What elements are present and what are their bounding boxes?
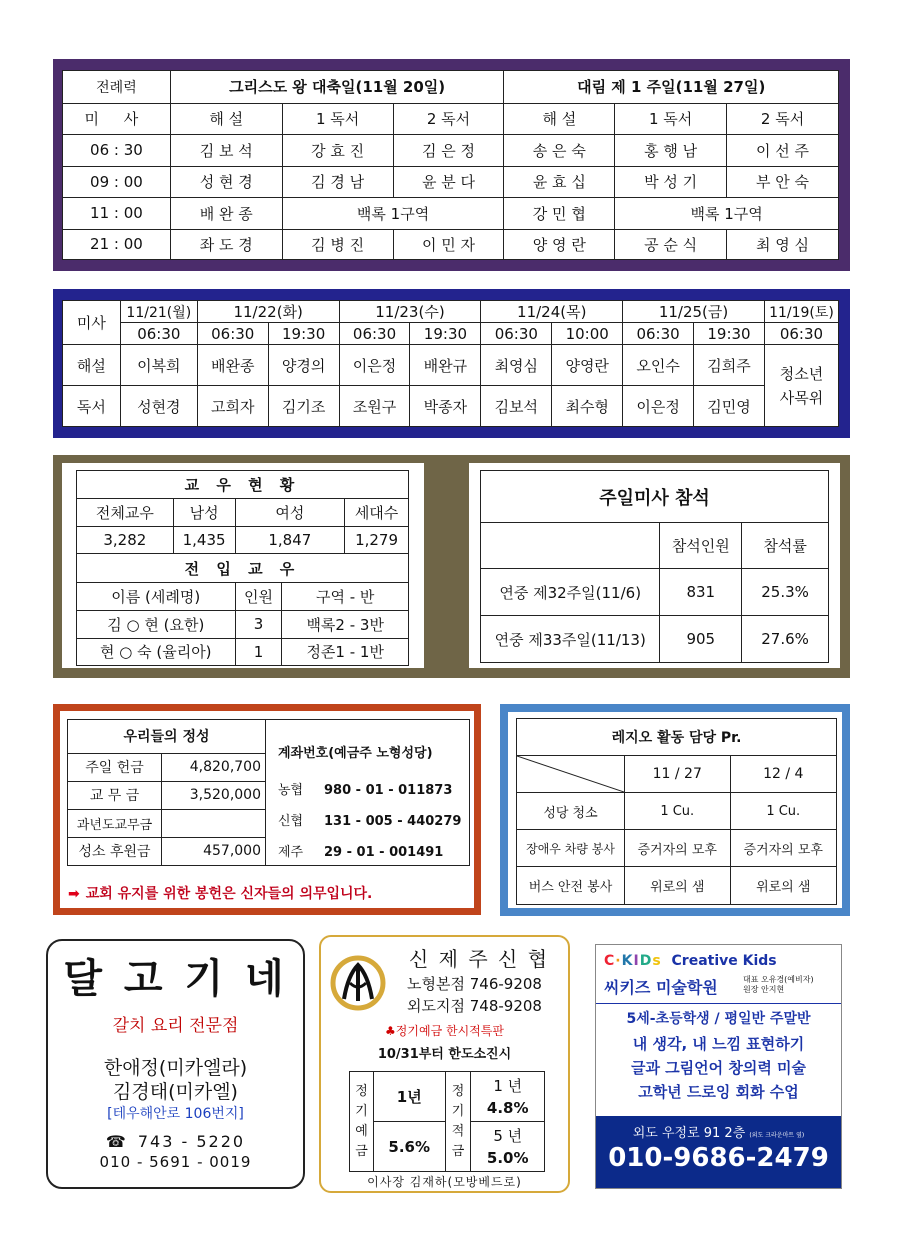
name-cell: 최영심	[481, 345, 552, 386]
transfer-name: 김 ○ 현 (요한)	[77, 611, 236, 638]
academy-address-text: 외도 우정로 91 2층	[632, 1126, 746, 1141]
attendance-title: 주일미사 참석	[481, 471, 829, 523]
transfer-count: 3	[235, 611, 282, 638]
time-cell: 06:30	[623, 323, 694, 345]
academy-address	[596, 1122, 841, 1141]
legio-table	[516, 718, 837, 905]
saturday-group-line: 청소년	[779, 364, 824, 383]
transfer-area: 백록2 - 3반	[282, 611, 409, 638]
assignee: 홍 행 남	[615, 135, 727, 167]
assignee-group: 백록 1구역	[282, 198, 504, 230]
account-row	[278, 810, 461, 829]
attendance-table	[480, 470, 829, 663]
assignee: 강 효 진	[282, 135, 393, 167]
commentary-label: 해설	[63, 345, 121, 386]
date-cell: 11/22(화)	[197, 301, 339, 323]
phone-icon: ☎	[105, 1132, 128, 1151]
time-cell: 06:30	[120, 323, 197, 345]
offering-frame	[53, 704, 481, 915]
account-number: 29 - 01 - 001491	[324, 845, 444, 860]
attendance-panel	[469, 463, 840, 668]
academy-brand	[604, 953, 777, 969]
mass-time: 21 : 00	[63, 229, 171, 259]
credit-union-period: 10/31부터 한도소진시	[377, 1047, 512, 1062]
assignee: 송 은 숙	[504, 135, 615, 167]
assignee: 윤 효 십	[504, 166, 615, 198]
time-cell: 19:30	[694, 323, 765, 345]
offering-amount: 4,820,700	[162, 753, 266, 781]
creative-kids-logo-icon: C·KIDs	[604, 953, 662, 969]
legio-duty: 버스 안전 봉사	[517, 867, 625, 905]
credit-union-promo	[321, 1022, 568, 1039]
name-cell: 배완규	[410, 345, 481, 386]
academy-staff-line: 원장 안지현	[743, 985, 785, 994]
weekday-mass-label: 미사	[63, 301, 121, 345]
time-cell: 06:30	[764, 323, 838, 345]
members-value: 1,279	[345, 526, 409, 553]
date-cell: 11/21(월)	[120, 301, 197, 323]
time-cell: 19:30	[410, 323, 481, 345]
account-row	[278, 779, 452, 798]
restaurant-name: 달 고 기 네	[63, 956, 288, 1002]
offering-label: 교 무 금	[68, 781, 162, 809]
assignee: 양 영 란	[504, 229, 615, 259]
assignee: 성 현 경	[170, 166, 282, 198]
attendance-week: 연중 제32주일(11/6)	[481, 569, 660, 616]
name-cell: 최수형	[552, 386, 623, 427]
members-title: 교 우 현 황	[77, 471, 409, 499]
week2-title: 대림 제 1 주일(11월 27일)	[504, 71, 839, 104]
assignee: 이 선 주	[727, 135, 839, 167]
transfer-count: 1	[235, 638, 282, 665]
saving-term: 1 년	[493, 1076, 523, 1095]
members-header: 전체교우	[77, 499, 174, 526]
academy-line: 5세-초등학생 / 평일반 주말반	[596, 1003, 841, 1028]
offering-panel	[60, 711, 474, 908]
academy-brand-en: Creative Kids	[671, 953, 777, 969]
name-cell: 김희주	[694, 345, 765, 386]
legio-title: 레지오 활동 담당 Pr.	[517, 719, 837, 756]
transfer-header: 구역 - 반	[282, 582, 409, 610]
deposit-rate: 5.6%	[373, 1122, 445, 1172]
academy-phone: 010-9686-2479	[608, 1143, 829, 1173]
name-cell: 배완종	[197, 345, 268, 386]
legio-praesidium: 1 Cu.	[625, 793, 731, 830]
time-cell: 06:30	[197, 323, 268, 345]
saving-rate: 5.0%	[486, 1148, 529, 1167]
time-cell: 19:30	[268, 323, 339, 345]
credit-union-branch: 노형본점 746-9208	[407, 975, 542, 993]
assignee: 강 민 협	[504, 198, 615, 230]
credit-union-logo-icon	[330, 953, 386, 1013]
mass-label: 미 사	[63, 103, 171, 135]
credit-union-name: 신 제 주 신 협	[409, 947, 550, 971]
mass-time: 09 : 00	[63, 166, 171, 198]
members-table	[76, 470, 409, 666]
week1-title: 그리스도 왕 대축일(11월 20일)	[170, 71, 504, 104]
account-bank: 신협	[278, 814, 304, 829]
offering-notice-text: 교회 유지를 위한 봉헌은 신자들의 의무입니다.	[85, 886, 373, 902]
date-cell: 11/23(수)	[339, 301, 481, 323]
time-cell: 10:00	[552, 323, 623, 345]
offering-amount: 3,520,000	[162, 781, 266, 809]
name-cell: 성현경	[120, 386, 197, 427]
transfer-header: 인원	[235, 582, 282, 610]
legio-diagonal-cell	[517, 756, 625, 793]
assignee: 이 민 자	[393, 229, 504, 259]
legio-praesidium: 증거자의 모후	[730, 830, 837, 867]
offering-label: 주일 헌금	[68, 753, 162, 781]
academy-staff	[743, 975, 814, 995]
restaurant-ad	[46, 939, 305, 1189]
offering-title: 우리들의 정성	[68, 720, 266, 753]
club-icon: ♣	[385, 1024, 396, 1038]
liturgy-label: 전례력	[63, 71, 171, 104]
credit-union-chairman: 이사장 김재하(모방베드로)	[367, 1175, 522, 1189]
attendance-count: 831	[660, 569, 742, 616]
name-cell: 양경의	[268, 345, 339, 386]
legio-date: 11 / 27	[625, 756, 731, 793]
offering-table	[68, 720, 266, 865]
assignee: 배 완 종	[170, 198, 282, 230]
name-cell: 이은정	[623, 386, 694, 427]
assignee: 김 경 남	[282, 166, 393, 198]
transfer-name: 현 ○ 숙 (율리아)	[77, 638, 236, 665]
reading-label: 독서	[63, 386, 121, 427]
legio-panel	[508, 712, 842, 908]
name-cell: 고희자	[197, 386, 268, 427]
offering-label: 성소 후원금	[68, 837, 162, 865]
attendance-blank	[481, 523, 660, 569]
restaurant-owner: 한애정(미카엘라)	[103, 1057, 248, 1079]
saving-cell	[471, 1122, 545, 1172]
date-cell: 11/24(목)	[481, 301, 623, 323]
assignee: 최 영 심	[727, 229, 839, 259]
restaurant-owner: 김경태(미카엘)	[113, 1081, 238, 1103]
attendance-header: 참석인원	[660, 523, 742, 569]
account-number: 980 - 01 - 011873	[324, 783, 453, 798]
role-cell: 해 설	[170, 103, 282, 135]
legio-praesidium: 위로의 샘	[730, 867, 837, 905]
diagonal-line	[517, 756, 624, 792]
account-row	[278, 841, 443, 860]
name-cell: 김보석	[481, 386, 552, 427]
sunday-liturgy-frame	[53, 59, 850, 271]
time-cell: 06:30	[481, 323, 552, 345]
offering-box	[67, 719, 470, 866]
assignee: 김 병 진	[282, 229, 393, 259]
account-bank: 농협	[278, 783, 304, 798]
name-cell: 조원구	[339, 386, 410, 427]
attendance-week: 연중 제33주일(11/13)	[481, 616, 660, 663]
name-cell: 김민영	[694, 386, 765, 427]
role-cell: 1 독서	[282, 103, 393, 135]
role-cell: 1 독서	[615, 103, 727, 135]
name-cell: 박종자	[410, 386, 481, 427]
transfer-area: 정존1 - 1반	[282, 638, 409, 665]
offering-notice	[68, 883, 372, 903]
academy-name: 씨키즈 미술학원	[604, 978, 718, 997]
account-bank: 제주	[278, 845, 304, 860]
saving-label: 정기적금	[445, 1072, 471, 1172]
role-cell: 해 설	[504, 103, 615, 135]
members-header: 여성	[235, 499, 345, 526]
restaurant-mobile: 010 - 5691 - 0019	[99, 1153, 252, 1171]
attendance-rate: 25.3%	[742, 569, 829, 616]
credit-union-branch: 외도지점 748-9208	[407, 997, 542, 1015]
assignee: 윤 분 다	[393, 166, 504, 198]
transfer-header: 이름 (세례명)	[77, 582, 236, 610]
name-cell: 이복희	[120, 345, 197, 386]
credit-union-promo-text: 정기예금 한시적특판	[395, 1024, 504, 1038]
assignee: 김 보 석	[170, 135, 282, 167]
art-academy-ad	[595, 944, 842, 1189]
assignee: 공 순 식	[615, 229, 727, 259]
attendance-count: 905	[660, 616, 742, 663]
members-header: 세대수	[345, 499, 409, 526]
stats-frame	[53, 455, 850, 678]
assignee: 부 안 숙	[727, 166, 839, 198]
legio-frame	[500, 704, 850, 916]
name-cell: 오인수	[623, 345, 694, 386]
academy-line: 내 생각, 내 느낌 표현하기	[632, 1035, 805, 1053]
transfer-title: 전 입 교 우	[77, 554, 409, 582]
date-cell: 11/25(금)	[623, 301, 765, 323]
role-cell: 2 독서	[727, 103, 839, 135]
restaurant-phone	[48, 1132, 303, 1151]
legio-praesidium: 1 Cu.	[730, 793, 837, 830]
weekday-mass-table	[62, 300, 839, 427]
members-value: 1,435	[173, 526, 235, 553]
members-header: 남성	[173, 499, 235, 526]
date-cell: 11/19(토)	[764, 301, 838, 323]
attendance-rate: 27.6%	[742, 616, 829, 663]
assignee: 박 성 기	[615, 166, 727, 198]
arrow-right-icon: ➡	[68, 886, 80, 902]
academy-contact-bar	[596, 1116, 841, 1188]
legio-duty: 장애우 차량 봉사	[517, 830, 625, 867]
academy-line: 고학년 드로잉 회화 수업	[638, 1083, 799, 1101]
offering-amount	[162, 809, 266, 837]
members-value: 1,847	[235, 526, 345, 553]
offering-label: 과년도교무금	[68, 809, 162, 837]
restaurant-tagline: 갈치 요리 전문점	[112, 1016, 239, 1036]
legio-date: 12 / 4	[730, 756, 837, 793]
academy-staff-line: 대표 오유경(예비자)	[743, 975, 814, 984]
rates-table	[349, 1071, 545, 1172]
name-cell: 양영란	[552, 345, 623, 386]
academy-address-note: (외도 크라운마트 옆)	[749, 1132, 805, 1139]
deposit-term: 1년	[373, 1072, 445, 1122]
credit-union-ad	[319, 935, 570, 1193]
saving-cell	[471, 1072, 545, 1122]
weekday-mass-frame	[53, 289, 850, 438]
mass-time: 11 : 00	[63, 198, 171, 230]
saving-term: 5 년	[493, 1126, 523, 1145]
saturday-group-line: 사목위	[779, 388, 824, 407]
role-cell: 2 독서	[393, 103, 504, 135]
mass-time: 06 : 30	[63, 135, 171, 167]
deposit-label: 정기예금	[350, 1072, 374, 1172]
legio-duty: 성당 청소	[517, 793, 625, 830]
saving-rate: 4.8%	[486, 1098, 529, 1117]
restaurant-address: [테우해안로 106번지]	[107, 1106, 244, 1122]
offering-amount: 457,000	[162, 837, 266, 865]
time-cell: 06:30	[339, 323, 410, 345]
name-cell: 이은정	[339, 345, 410, 386]
academy-line: 글과 그림언어 창의력 미술	[630, 1059, 807, 1077]
assignee: 좌 도 경	[170, 229, 282, 259]
account-title: 계좌번호(예금주 노형성당)	[278, 746, 433, 761]
attendance-header: 참석률	[742, 523, 829, 569]
name-cell: 김기조	[268, 386, 339, 427]
assignee: 김 은 정	[393, 135, 504, 167]
assignee-group: 백록 1구역	[615, 198, 839, 230]
account-number: 131 - 005 - 440279	[324, 814, 462, 829]
legio-praesidium: 위로의 샘	[625, 867, 731, 905]
saturday-group	[764, 345, 838, 427]
members-panel	[62, 463, 424, 668]
sunday-liturgy-table	[62, 70, 839, 260]
legio-praesidium: 증거자의 모후	[625, 830, 731, 867]
members-value: 3,282	[77, 526, 174, 553]
restaurant-phone-number: 743 - 5220	[137, 1132, 246, 1151]
